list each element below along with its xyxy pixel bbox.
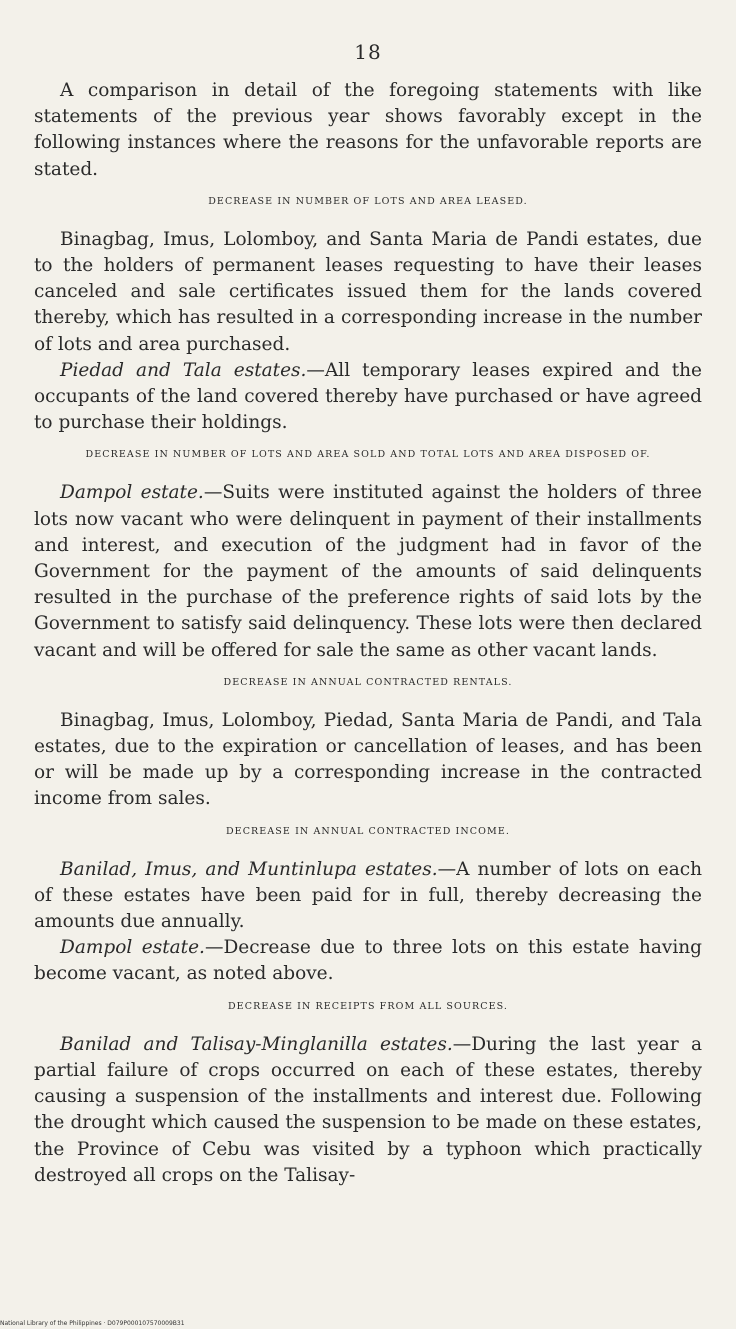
paragraph-lead: Dampol estate. [60,937,205,959]
body-paragraph [34,358,702,437]
section-lots-leased [34,195,702,437]
paragraph-lead: Dampol estate. [60,482,204,504]
paragraph-lead: Banilad, Imus, and Muntinlupa estates. [60,858,438,880]
paragraph-lead: Piedad and Tala estates. [60,359,307,381]
paragraph-text: —A number of lots on each of these estates have been paid for in full, thereby decreasing the amounts due annually. [34,858,703,933]
body-paragraph [34,480,702,663]
paragraph-lead: Banilad and Talisay-Minglanilla estates. [60,1033,453,1055]
page-number: 18 [354,40,382,64]
document-page [34,40,702,1189]
body-paragraph [34,227,702,358]
section-heading: DECREASE IN ANNUAL CONTRACTED INCOME. [225,825,511,837]
section-receipts [34,1000,702,1189]
section-contracted-income [34,825,702,988]
intro-paragraph: A comparison in detail of the foregoing statements with like statements of the previous year shows favorably except in the following instances where the reasons for the unfavorable reports are stated. [34,80,702,180]
section-contracted-rentals [34,676,702,813]
section-heading: DECREASE IN RECEIPTS FROM ALL SOURCES. [227,1000,509,1012]
paragraph-text: Binagbag, Imus, Lolomboy, and Santa Maria de Pandi estates, due to the holders of permanent leases requesting to have their leases canceled and sale certificates issued them for the lands covered thereby, which has resulted in a corresponding increase in the number of lots and area purchased. [34,228,702,355]
paragraph-text: —Suits were instituted against the holders of three lots now vacant who were delinquent in payment of their installments and interest, and execution of the judgment had in favor of the Government for the payment of the amounts of said delinquents resulted in the purchase of the preference rights of said lots by the Government to satisfy said delinquency. These lots were then declared vacant and will be offered for sale the same as other vacant lands. [34,482,702,661]
body-paragraph [34,708,702,813]
archive-footer: National Library of the Philippines · D079P000107570009B31 [0,1320,185,1327]
body-paragraph [34,935,702,987]
section-heading: DECREASE IN NUMBER OF LOTS AND AREA SOLD AND TOTAL LOTS AND AREA DISPOSED OF. [85,449,651,461]
paragraph-text: —During the last year a partial failure of crops occurred on each of these estates, thereby causing a suspension of the installments and interest due. Following the drought which caused the suspension to be made on these estates, the Province of Cebu was visited by a typhoon which practically destroyed all crops on the Talisay- [34,1033,702,1186]
body-paragraph [34,857,702,936]
section-lots-sold [34,448,702,663]
section-heading: DECREASE IN NUMBER OF LOTS AND AREA LEASED. [208,195,528,207]
paragraph-text: Binagbag, Imus, Lolomboy, Piedad, Santa Maria de Pandi, and Tala estates, due to the expiration or cancellation of leases, and has been or will be made up by a corresponding increase in the contracted income from sales. [34,709,702,810]
paragraph-text: —Decrease due to three lots on this estate having become vacant, as noted above. [34,937,702,985]
paragraph-text: —All temporary leases expired and the occupants of the land covered thereby have purchased or have agreed to purchase their holdings. [34,359,702,434]
section-heading: DECREASE IN ANNUAL CONTRACTED RENTALS. [223,676,513,688]
body-paragraph [34,1032,702,1189]
